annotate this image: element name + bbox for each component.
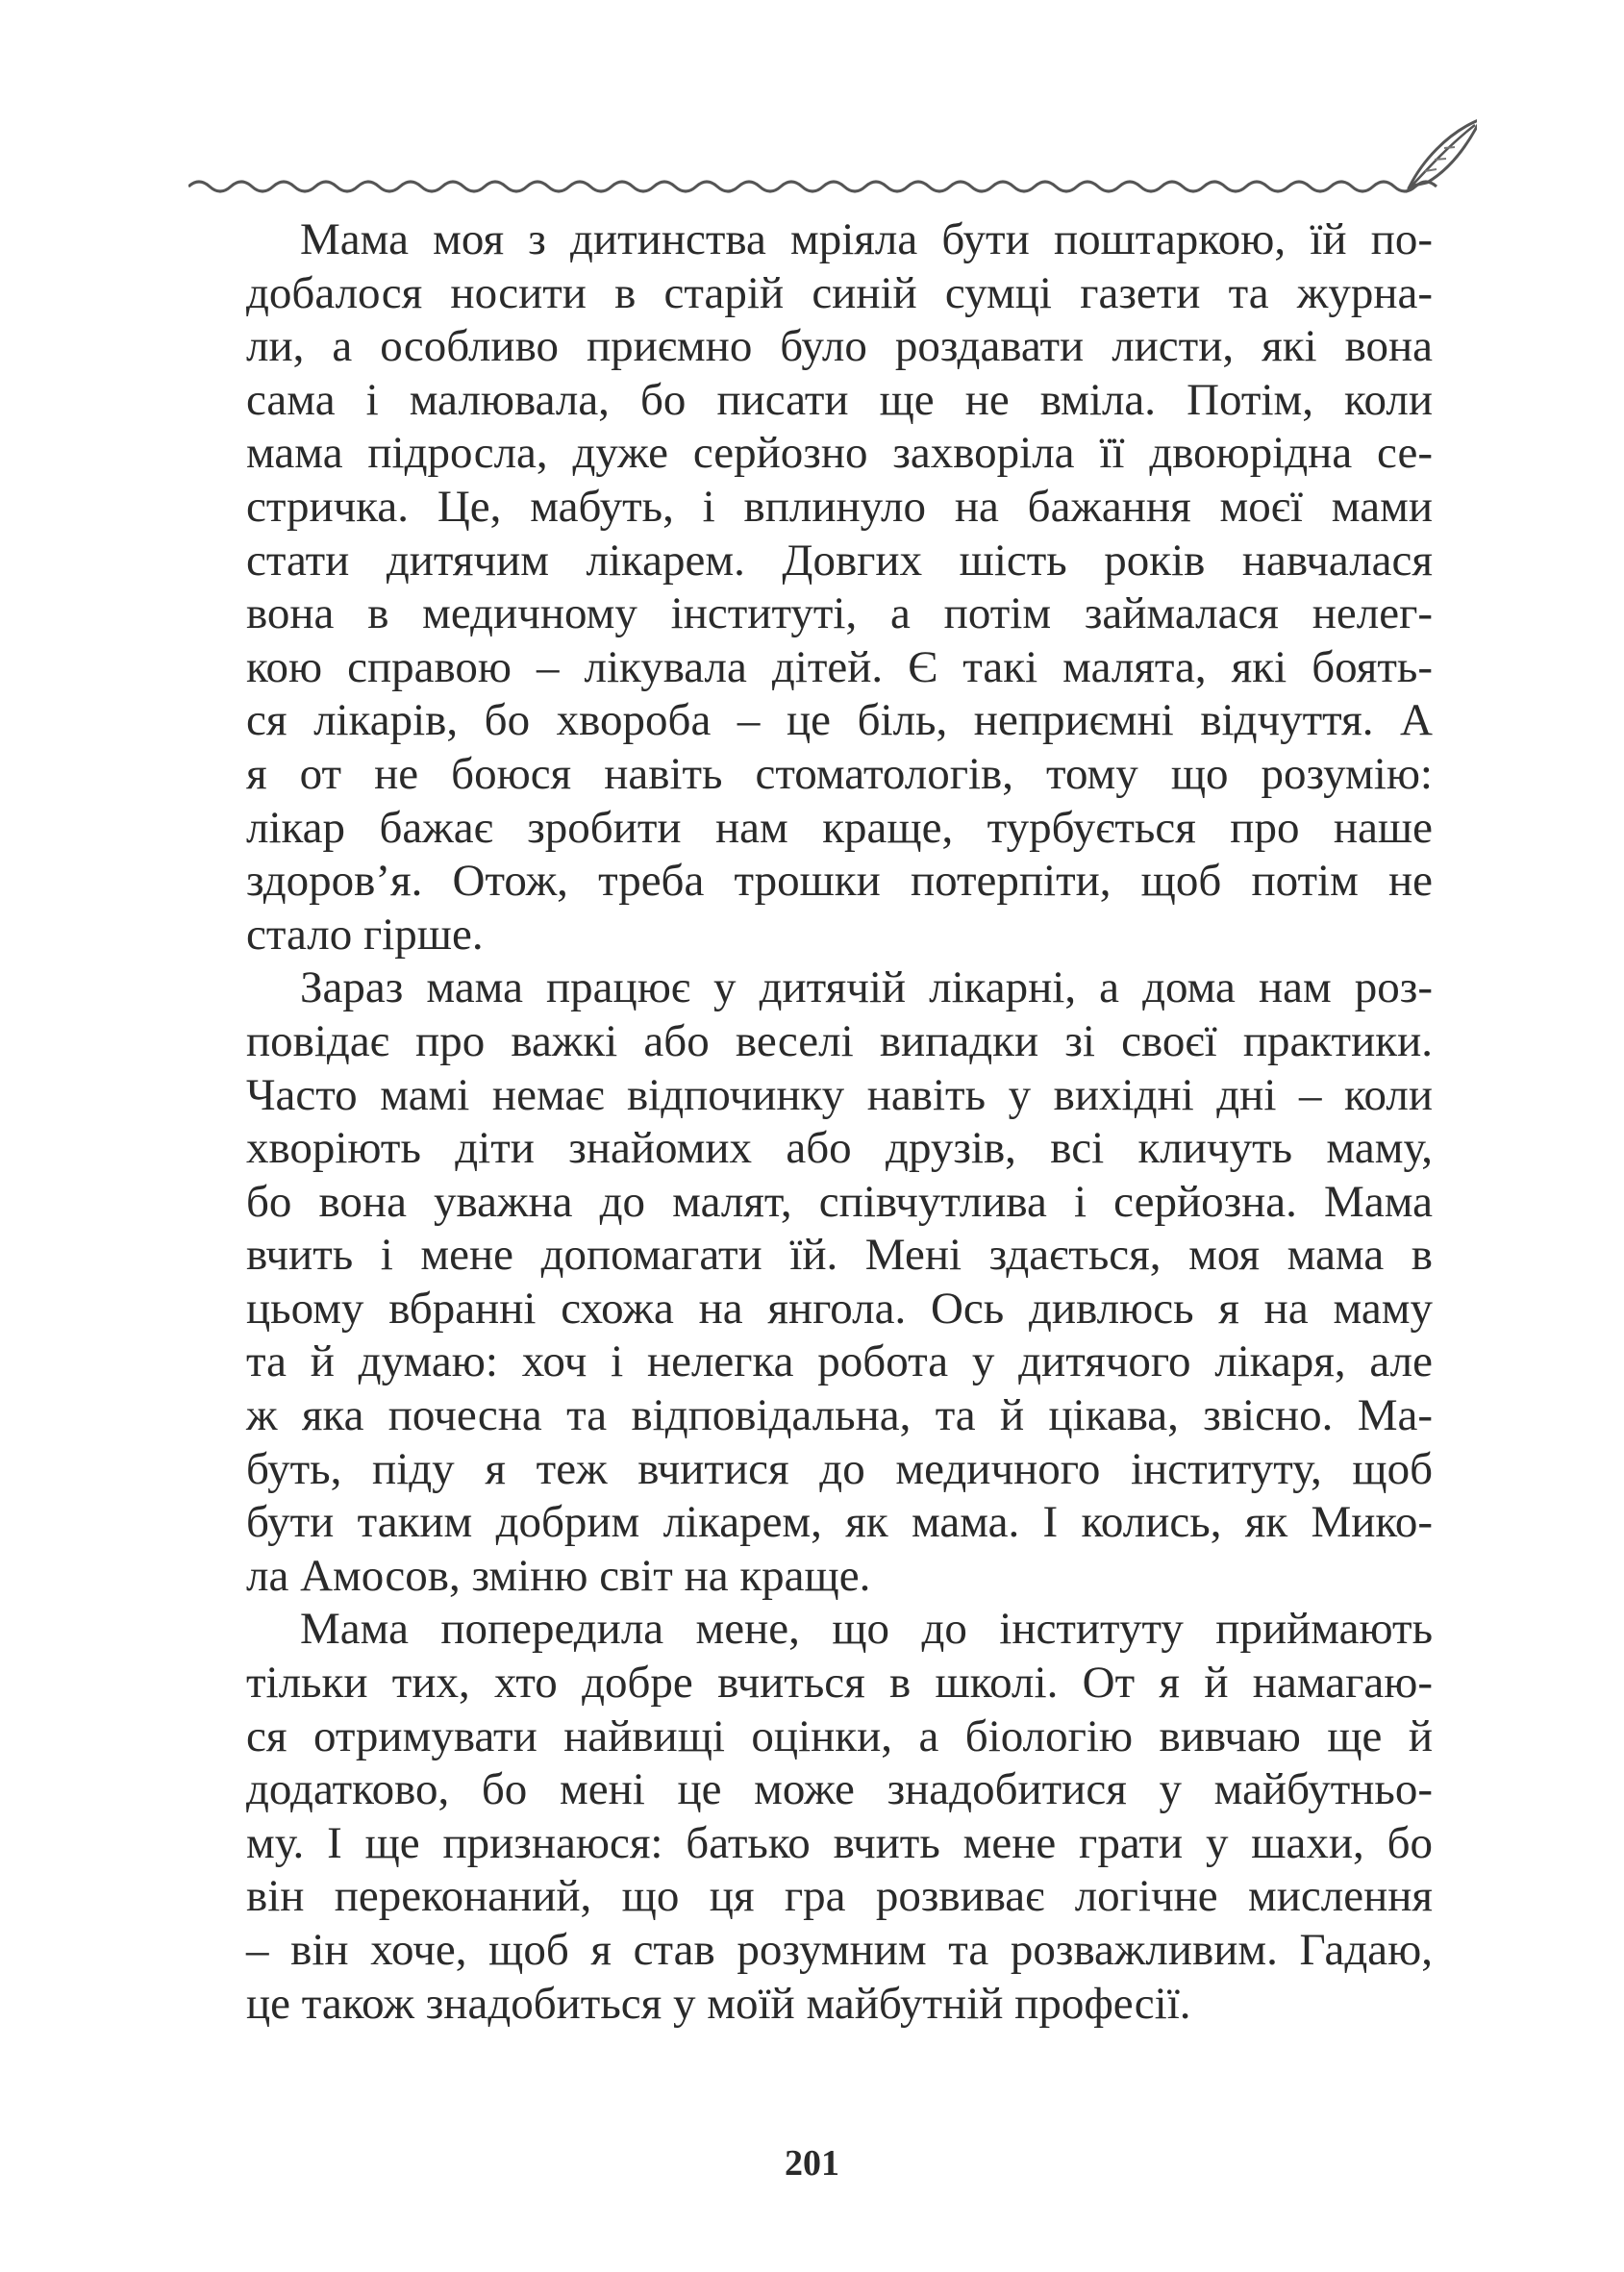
text-line: Часто мамі немає відпочинку навіть у вихідні дні – коли <box>246 1069 1433 1120</box>
text-line: ли, а особливо приємно було роздавати листи, які вона <box>246 321 1433 372</box>
text-line: бути таким добрим лікарем, як мама. І колись, як Мико- <box>246 1497 1433 1548</box>
paragraph-3 <box>192 1603 1433 2031</box>
text-line: стати дитячим лікарем. Довгих шість років навчалася <box>246 535 1433 586</box>
text-line: хворіють діти знайомих або друзів, всі кличуть маму, <box>246 1123 1433 1174</box>
text-line: Мама моя з дитинства мріяла бути поштаркою, їй по- <box>300 214 1433 264</box>
paragraph-1 <box>192 213 1433 961</box>
text-line: ла Амосов, зміню світ на краще. <box>246 1550 871 1601</box>
text-line: додатково, бо мені це може знадобитися у майбутньо- <box>246 1764 1433 1815</box>
text-line: буть, піду я теж вчитися до медичного інституту, щоб <box>246 1443 1433 1494</box>
text-line: – він хоче, щоб я став розумним та розважливим. Гадаю, <box>246 1925 1433 1975</box>
text-line: Мама попередила мене, що до інституту приймають <box>300 1604 1433 1655</box>
text-line: ж яка почесна та відповідальна, та й цікава, звісно. Ма- <box>246 1390 1433 1441</box>
text-line: мама підросла, дуже серйозно захворіла її двоюрідна се- <box>246 428 1433 479</box>
text-line: бо вона уважна до малят, співчутлива і серйозна. Мама <box>246 1176 1433 1227</box>
wavy-line-icon <box>188 182 1437 191</box>
text-line: добалося носити в старій синій сумці газети та журна- <box>246 267 1433 318</box>
text-line: стало гірше. <box>246 909 484 960</box>
text-line: та й думаю: хоч і нелегка робота у дитячого лікаря, але <box>246 1336 1433 1387</box>
text-line: цьому вбранні схожа на янгола. Ось дивлюсь я на маму <box>246 1283 1433 1334</box>
article-body <box>192 213 1433 2031</box>
text-line: вчить і мене допомагати їй. Мені здається, моя мама в <box>246 1230 1433 1281</box>
paragraph-2 <box>192 961 1433 1603</box>
header-ornament <box>188 113 1477 200</box>
text-line: Зараз мама працює у дитячій лікарні, а дома нам роз- <box>300 962 1433 1013</box>
text-line: тільки тих, хто добре вчиться в школі. От я й намагаю- <box>246 1658 1433 1709</box>
text-line: кою справою – лікувала дітей. Є такі малята, які боять- <box>246 641 1433 692</box>
text-line: я от не боюся навіть стоматологів, тому що розумію: <box>246 748 1433 799</box>
text-line: сама і малювала, бо писати ще не вміла. Потім, коли <box>246 374 1433 425</box>
text-line: лікар бажає зробити нам краще, турбується про наше <box>246 802 1433 853</box>
text-line: повідає про важкі або веселі випадки зі своєї практики. <box>246 1015 1433 1066</box>
feather-quill-icon <box>1406 119 1477 192</box>
text-line: ся отримувати найвищі оцінки, а біологію вивчаю ще й <box>246 1710 1433 1761</box>
text-line: стричка. Це, мабуть, і вплинуло на бажання моєї мами <box>246 481 1433 532</box>
text-line: вона в медичному інституті, а потім займалася нелег- <box>246 588 1433 639</box>
text-line: му. І ще признаюся: батько вчить мене грати у шахи, бо <box>246 1817 1433 1868</box>
text-line: це також знадобиться у моїй майбутній професії. <box>246 1978 1191 2029</box>
text-line: здоров’я. Отож, треба трошки потерпіти, щоб потім не <box>246 856 1433 907</box>
text-line: ся лікарів, бо хвороба – це біль, неприємні відчуття. А <box>246 695 1433 746</box>
page-number: 201 <box>785 2143 839 2184</box>
text-line: він переконаний, що ця гра розвиває логічне мислення <box>246 1871 1433 1922</box>
